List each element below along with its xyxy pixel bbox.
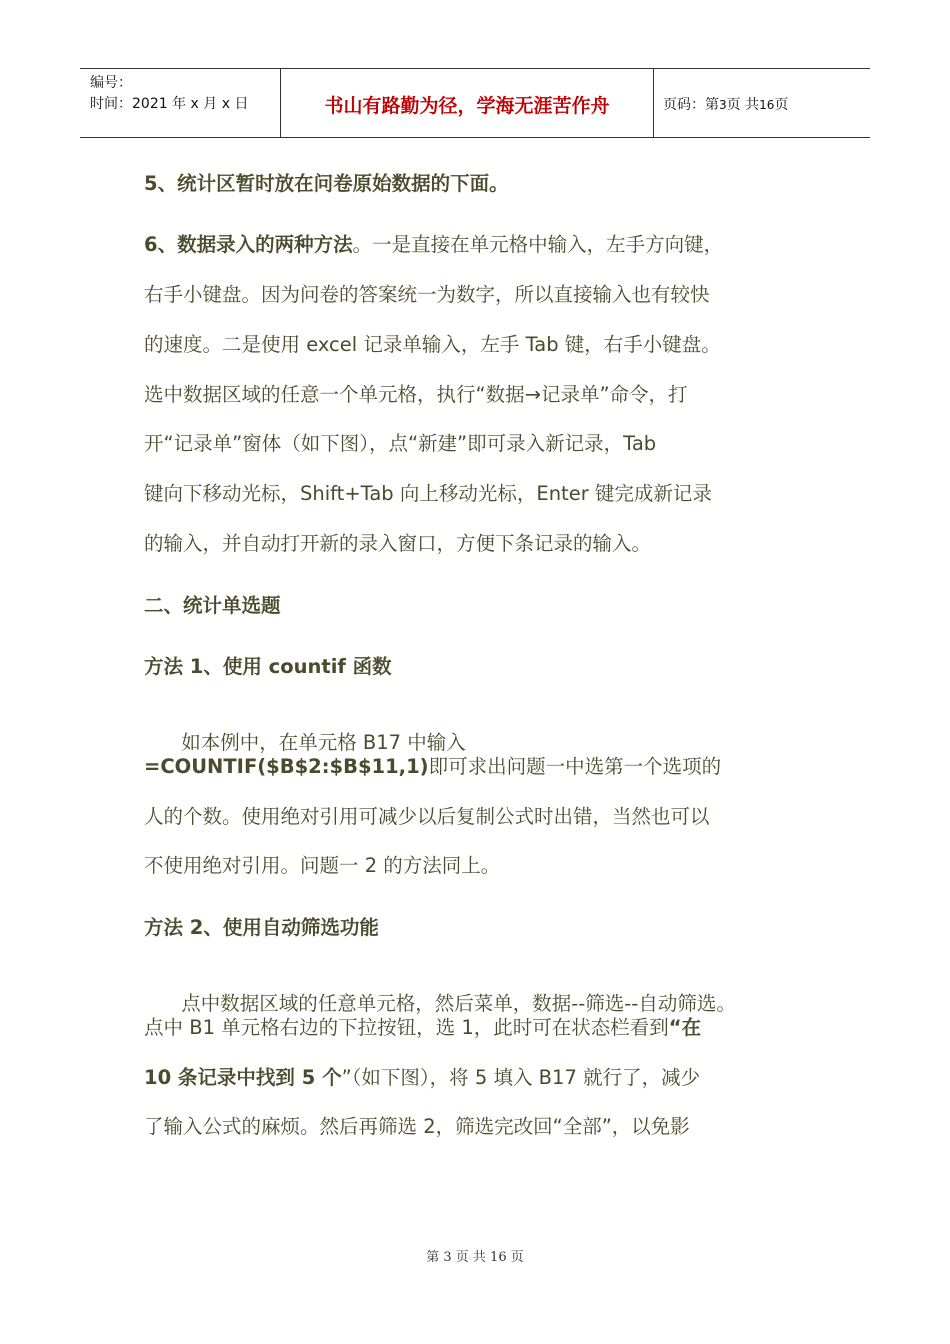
page-total: 16: [759, 98, 775, 112]
text-segment: 二、统计单选题: [144, 594, 281, 617]
section-heading: [144, 593, 281, 619]
text-segment: 5、统计区暂时放在问卷原始数据的下面。: [144, 172, 509, 195]
text-line: [144, 282, 710, 308]
text-segment: 。一是直接在单元格中输入，左手方向键，: [352, 233, 724, 256]
text-segment: ”（如下图），将 5 填入 B17 就行了，减少: [341, 1066, 701, 1089]
text-segment: 键向下移动光标，Shift+Tab 向上移动光标，Enter 键完成新记录: [144, 482, 712, 505]
page-header: [80, 68, 870, 138]
text-segment: 不使用绝对引用。问题一 2 的方法同上。: [144, 854, 501, 877]
text-segment: 的速度。二是使用 excel 记录单输入，左手 Tab 键，右手小键盘。: [144, 333, 721, 356]
text-segment: 如本例中，在单元格 B17 中输入: [156, 731, 466, 754]
page-suffix: 页: [774, 97, 789, 113]
text-segment: 方法 1、使用 countif 函数: [144, 655, 392, 678]
page-mid: 页 共: [726, 97, 760, 113]
text-line: [144, 704, 466, 756]
text-segment: 方法 2、使用自动筛选功能: [144, 916, 379, 939]
text-segment: 点中 B1 单元格右边的下拉按钮，选 1，此时可在状态栏看到: [144, 1016, 669, 1039]
text-line: [144, 804, 710, 830]
text-line: [144, 1015, 701, 1041]
time-label: 时间：2021 年 x 月 x 日: [90, 96, 249, 112]
method-heading: [144, 915, 379, 941]
text-segment: 人的个数。使用绝对引用可减少以后复制公式时出错，当然也可以: [144, 805, 710, 828]
text-segment: 开“记录单”窗体（如下图），点“新建”即可录入新记录，Tab: [144, 432, 657, 455]
text-line: [144, 965, 736, 1017]
text-line: [144, 481, 712, 507]
text-segment: 6、数据录入的两种方法: [144, 233, 353, 256]
number-label: 编号：: [90, 75, 132, 91]
text-line: [144, 431, 656, 457]
text-line: [144, 1114, 690, 1140]
header-motto-cell: [280, 69, 654, 137]
text-line: [144, 754, 721, 780]
header-meta-cell: [80, 69, 280, 137]
text-line: [144, 332, 721, 358]
text-line: [144, 531, 651, 557]
page-footer: 第 3 页 共 16 页: [426, 1250, 524, 1265]
text-segment: 右手小键盘。因为问卷的答案统一为数字，所以直接输入也有较快: [144, 283, 710, 306]
text-segment: 的输入，并自动打开新的录入窗口，方便下条记录的输入。: [144, 532, 652, 555]
page-prefix: 页码：第: [663, 97, 719, 113]
page-indicator: [663, 94, 788, 114]
text-line: [144, 232, 723, 258]
text-line: [144, 1065, 700, 1091]
text-segment: 10 条记录中找到 5 个: [144, 1066, 342, 1089]
method-heading: [144, 654, 392, 680]
text-segment: 了输入公式的麻烦。然后再筛选 2，筛选完改回“全部”，以免影: [144, 1115, 690, 1138]
text-line: [144, 382, 688, 408]
formula-text: =COUNTIF($B$2:$B$11,1): [144, 755, 429, 778]
text-segment: “在: [668, 1016, 702, 1039]
text-segment: 点中数据区域的任意单元格，然后菜单，数据--筛选--自动筛选。: [156, 992, 736, 1015]
text-segment: 选中数据区域的任意一个单元格，执行“数据→记录单”命令，打: [144, 383, 688, 406]
text-line: [144, 171, 509, 197]
page-current: 3: [719, 98, 727, 112]
text-segment: 即可求出问题一中选第一个选项的: [428, 755, 722, 778]
header-page-cell: [653, 69, 870, 137]
motto: 书山有路勤为径，学海无涯苦作舟: [324, 95, 610, 117]
text-line: [144, 853, 500, 879]
